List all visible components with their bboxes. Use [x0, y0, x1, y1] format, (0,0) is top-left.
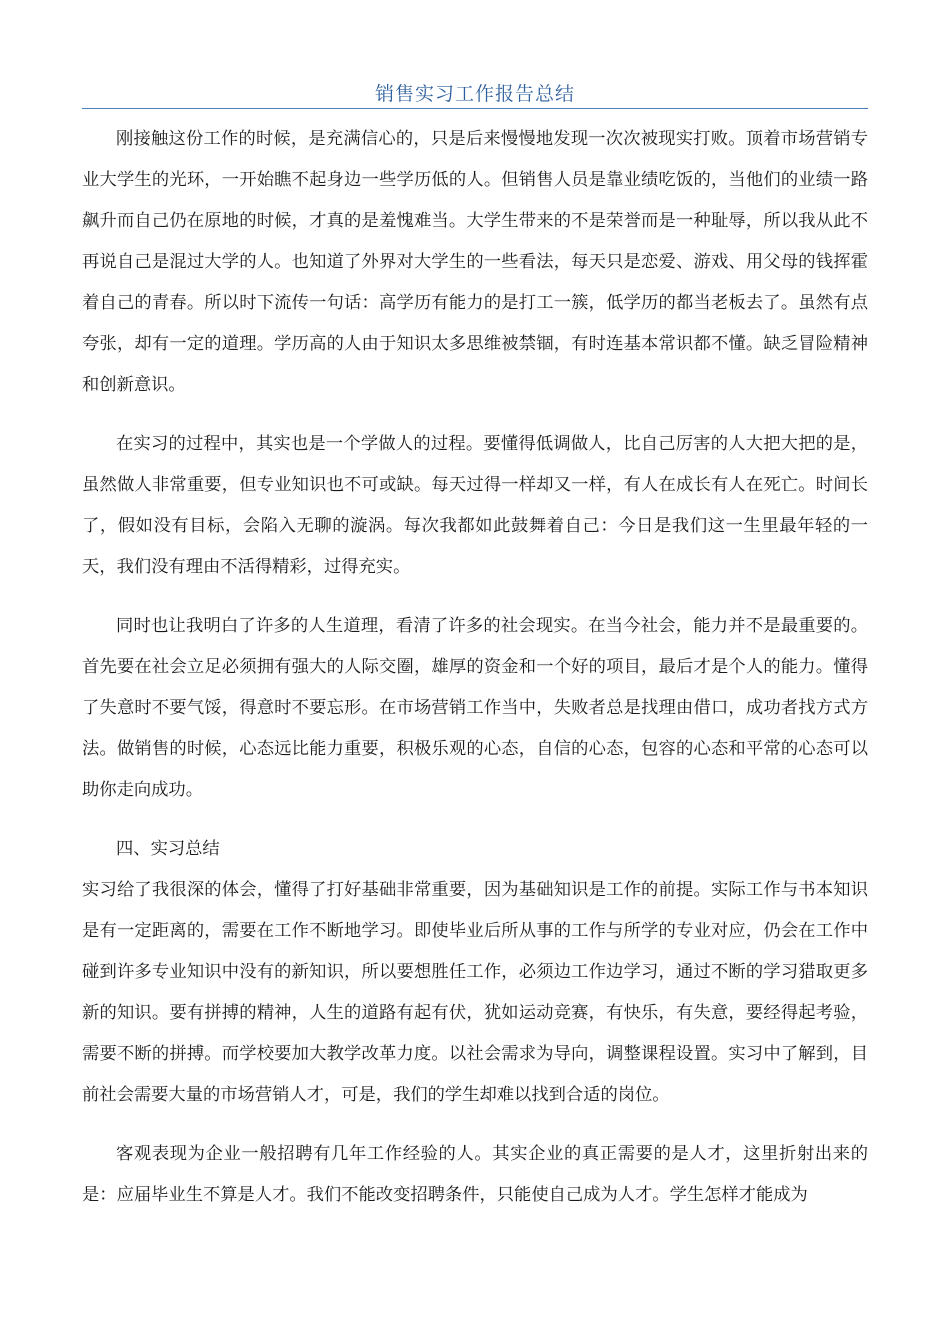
body-paragraph-1: 刚接触这份工作的时候，是充满信心的，只是后来慢慢地发现一次次被现实打败。顶着市场营销专业大学生的光环，一开始瞧不起身边一些学历低的人。但销售人员是靠业绩吃饭的，当他们的业绩一路飙升而自己仍在原地的时候，才真的是羞愧难当。大学生带来的不是荣誉而是一种耻辱，所以我从此不再说自己是混过大学的人。也知道了外界对大学生的一些看法，每天只是恋爱、游戏、用父母的钱挥霍着自己的青春。所以时下流传一句话：高学历有能力的是打工一簇，低学历的都当老板去了。虽然有点夸张，却有一定的道理。学历高的人由于知识太多思维被禁锢，有时连基本常识都不懂。缺乏冒险精神和创新意识。	[82, 129, 868, 395]
last-paragraph: 客观表现为企业一般招聘有几年工作经验的人。其实企业的真正需要的是人才，这里折射出来的是：应届毕业生不算是人才。我们不能改变招聘条件，只能使自己成为人才。学生怎样才能成为	[82, 1144, 868, 1205]
document-body	[82, 119, 868, 1234]
body-paragraph-3: 同时也让我明白了许多的人生道理，看清了许多的社会现实。在当今社会，能力并不是最重要的。首先要在社会立足必须拥有强大的人际交圈，雄厚的资金和一个好的项目，最后才是个人的能力。懂得了失意时不要气馁，得意时不要忘形。在市场营销工作当中，失败者总是找理由借口，成功者找方式方法。做销售的时候，心态远比能力重要，积极乐观的心态，自信的心态，包容的心态和平常的心态可以助你走向成功。	[82, 616, 868, 800]
section-heading: 四、实习总结	[116, 839, 220, 859]
section-paragraph: 实习给了我很深的体会，懂得了打好基础非常重要，因为基础知识是工作的前提。实际工作与书本知识是有一定距离的，需要在工作不断地学习。即使毕业后所从事的工作与所学的专业对应，仍会在工作中碰到许多专业知识中没有的新知识，所以要想胜任工作，必须边工作边学习，通过不断的学习猎取更多新的知识。要有拼搏的精神，人生的道路有起有伏，犹如运动竞赛，有快乐，有失意，要经得起考验，需要不断的拼搏。而学校要加大教学改革力度。以社会需求为导向，调整课程设置。实习中了解到，目前社会需要大量的市场营销人才，可是，我们的学生却难以找到合适的岗位。	[82, 880, 868, 1105]
page-header	[82, 80, 868, 109]
document-title: 销售实习工作报告总结	[374, 83, 575, 105]
body-paragraph-2: 在实习的过程中，其实也是一个学做人的过程。要懂得低调做人，比自己厉害的人大把大把的是，虽然做人非常重要，但专业知识也不可或缺。每天过得一样却又一样，有人在成长有人在死亡。时间长了，假如没有目标，会陷入无聊的漩涡。每次我都如此鼓舞着自己：今日是我们这一生里最年轻的一天，我们没有理由不活得精彩，过得充实。	[82, 434, 868, 577]
